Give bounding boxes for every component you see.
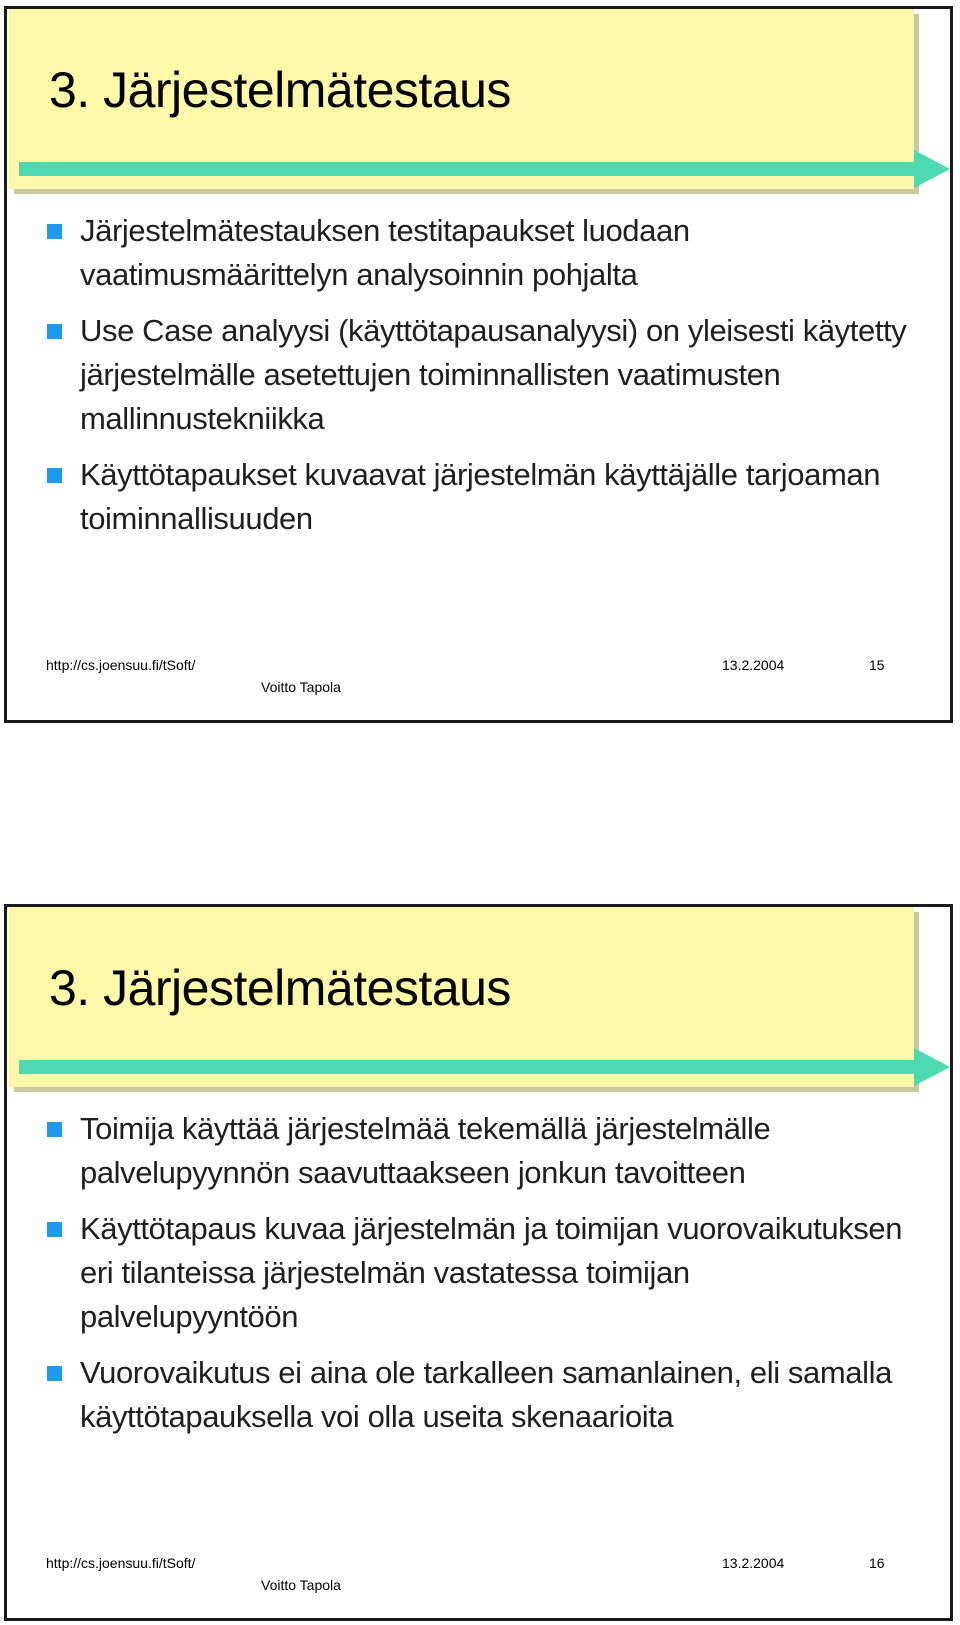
bullet-item <box>7 1107 907 1195</box>
slide-title: 3. Järjestelmätestaus <box>49 960 511 1016</box>
square-bullet-icon <box>47 1222 62 1237</box>
bullet-text: Järjestelmätestauksen testitapaukset luodaan vaatimusmäärittelyn analysoinnin pohjalta <box>80 213 690 292</box>
square-bullet-icon <box>47 324 62 339</box>
bullet-list <box>7 209 907 553</box>
bullet-item <box>7 309 907 441</box>
arrow-right-icon <box>914 1048 950 1086</box>
bullet-item <box>7 209 907 297</box>
bullet-list <box>7 1107 907 1451</box>
square-bullet-icon <box>47 1122 62 1137</box>
slide-15 <box>4 6 953 723</box>
title-underline-bar <box>19 162 921 176</box>
bullet-item <box>7 1351 907 1439</box>
title-underline-bar <box>19 1060 921 1074</box>
footer-date: 13.2.2004 <box>722 657 785 673</box>
footer-url: http://cs.joensuu.fi/tSoft/ <box>46 657 196 673</box>
bullet-text: Käyttötapaus kuvaa järjestelmän ja toimijan vuorovaikutuksen eri tilanteissa järjestelmän vastatessa toimijan palvelupyyntöön <box>80 1211 903 1334</box>
footer-author: Voitto Tapola <box>261 1577 341 1593</box>
square-bullet-icon <box>47 1366 62 1381</box>
bullet-text: Use Case analyysi (käyttötapausanalyysi) on yleisesti käytetty järjestelmälle asetettujen toiminnallisten vaatimusten mallinnustekniikka <box>80 313 907 436</box>
bullet-item <box>7 453 907 541</box>
arrow-right-icon <box>914 150 950 188</box>
bullet-text: Käyttötapaukset kuvaavat järjestelmän käyttäjälle tarjoaman toiminnallisuuden <box>80 457 881 536</box>
square-bullet-icon <box>47 224 62 239</box>
footer-date: 13.2.2004 <box>722 1555 785 1571</box>
square-bullet-icon <box>47 468 62 483</box>
bullet-text: Toimija käyttää järjestelmää tekemällä järjestelmälle palvelupyynnön saavuttaakseen jonkun tavoitteen <box>80 1111 771 1190</box>
footer-author: Voitto Tapola <box>261 679 341 695</box>
footer-page-number: 15 <box>869 657 885 673</box>
bullet-item <box>7 1207 907 1339</box>
footer-page-number: 16 <box>869 1555 885 1571</box>
footer-url: http://cs.joensuu.fi/tSoft/ <box>46 1555 196 1571</box>
slide-title: 3. Järjestelmätestaus <box>49 62 511 118</box>
slide-16 <box>4 904 953 1621</box>
bullet-text: Vuorovaikutus ei aina ole tarkalleen samanlainen, eli samalla käyttötapauksella voi olla useita skenaarioita <box>80 1355 892 1434</box>
